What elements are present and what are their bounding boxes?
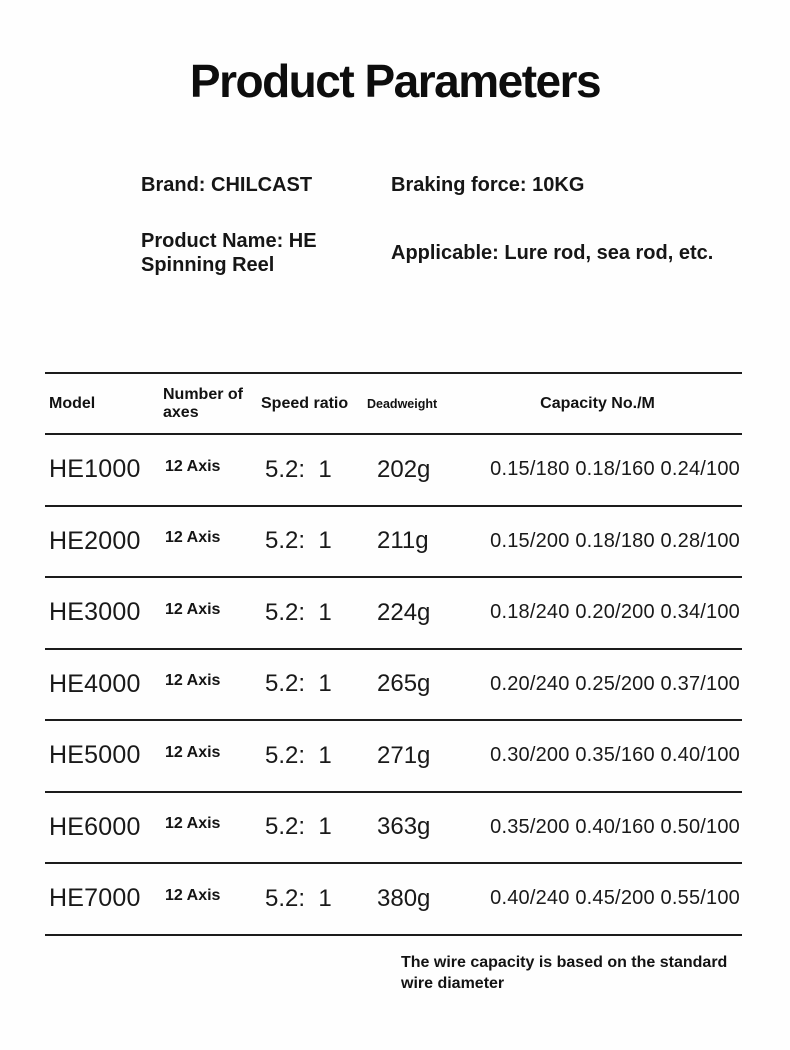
header-capacity: Capacity No./M (540, 394, 655, 412)
deadweight-cell: 265g (377, 670, 431, 698)
speed-ratio-cell: 5.2: 1 (265, 527, 332, 555)
braking-force-label: Braking force: 10KG (391, 173, 585, 196)
header-number-of-axes: Number of axes (163, 385, 243, 421)
footnote: The wire capacity is based on the standard wire diameter (401, 954, 728, 992)
axes-cell: 12 Axis (165, 815, 221, 833)
table-row (45, 505, 742, 577)
axes-cell: 12 Axis (165, 886, 221, 904)
page-title: Product Parameters (189, 55, 601, 107)
capacity-cell: 0.35/200 0.40/160 0.50/100 (490, 815, 740, 838)
model-cell: HE6000 (49, 812, 141, 841)
speed-ratio-cell: 5.2: 1 (265, 670, 332, 698)
header-speed-ratio: Speed ratio (261, 394, 349, 412)
capacity-cell: 0.20/240 0.25/200 0.37/100 (490, 672, 740, 695)
deadweight-cell: 211g (377, 527, 429, 555)
header-deadweight: Deadweight (367, 396, 438, 411)
table-row (45, 648, 742, 720)
model-cell: HE1000 (49, 455, 141, 484)
model-cell: HE4000 (49, 669, 141, 698)
capacity-cell: 0.30/200 0.35/160 0.40/100 (490, 744, 740, 767)
product-name-label: Product Name: HE Spinning Reel (141, 229, 317, 276)
speed-ratio-cell: 5.2: 1 (265, 741, 332, 769)
axes-cell: 12 Axis (165, 529, 221, 547)
table-body (45, 433, 742, 934)
table-row (45, 576, 742, 648)
capacity-cell: 0.15/180 0.18/160 0.24/100 (490, 458, 740, 481)
deadweight-cell: 380g (377, 884, 431, 912)
deadweight-cell: 224g (377, 598, 431, 626)
model-cell: HE3000 (49, 598, 141, 627)
axes-cell: 12 Axis (165, 672, 221, 690)
table-row (45, 433, 742, 505)
deadweight-cell: 271g (377, 741, 431, 769)
model-cell: HE7000 (49, 884, 141, 913)
table-header-row (45, 372, 742, 433)
table-row (45, 719, 742, 791)
applicable-label: Applicable: Lure rod, sea rod, etc. (391, 241, 714, 264)
parameter-table (45, 372, 742, 936)
table-row (45, 862, 742, 934)
deadweight-cell: 363g (377, 813, 431, 841)
axes-cell: 12 Axis (165, 600, 221, 618)
capacity-cell: 0.18/240 0.20/200 0.34/100 (490, 601, 740, 624)
speed-ratio-cell: 5.2: 1 (265, 884, 332, 912)
header-model: Model (49, 394, 96, 412)
speed-ratio-cell: 5.2: 1 (265, 598, 332, 626)
model-cell: HE5000 (49, 741, 141, 770)
model-cell: HE2000 (49, 526, 141, 555)
axes-cell: 12 Axis (165, 457, 221, 475)
product-info (141, 173, 721, 277)
speed-ratio-cell: 5.2: 1 (265, 813, 332, 841)
capacity-cell: 0.40/240 0.45/200 0.55/100 (490, 887, 740, 910)
brand-label: Brand: CHILCAST (141, 173, 313, 196)
speed-ratio-cell: 5.2: 1 (265, 455, 332, 483)
capacity-cell: 0.15/200 0.18/180 0.28/100 (490, 529, 740, 552)
table-row (45, 791, 742, 863)
axes-cell: 12 Axis (165, 743, 221, 761)
deadweight-cell: 202g (377, 455, 431, 483)
